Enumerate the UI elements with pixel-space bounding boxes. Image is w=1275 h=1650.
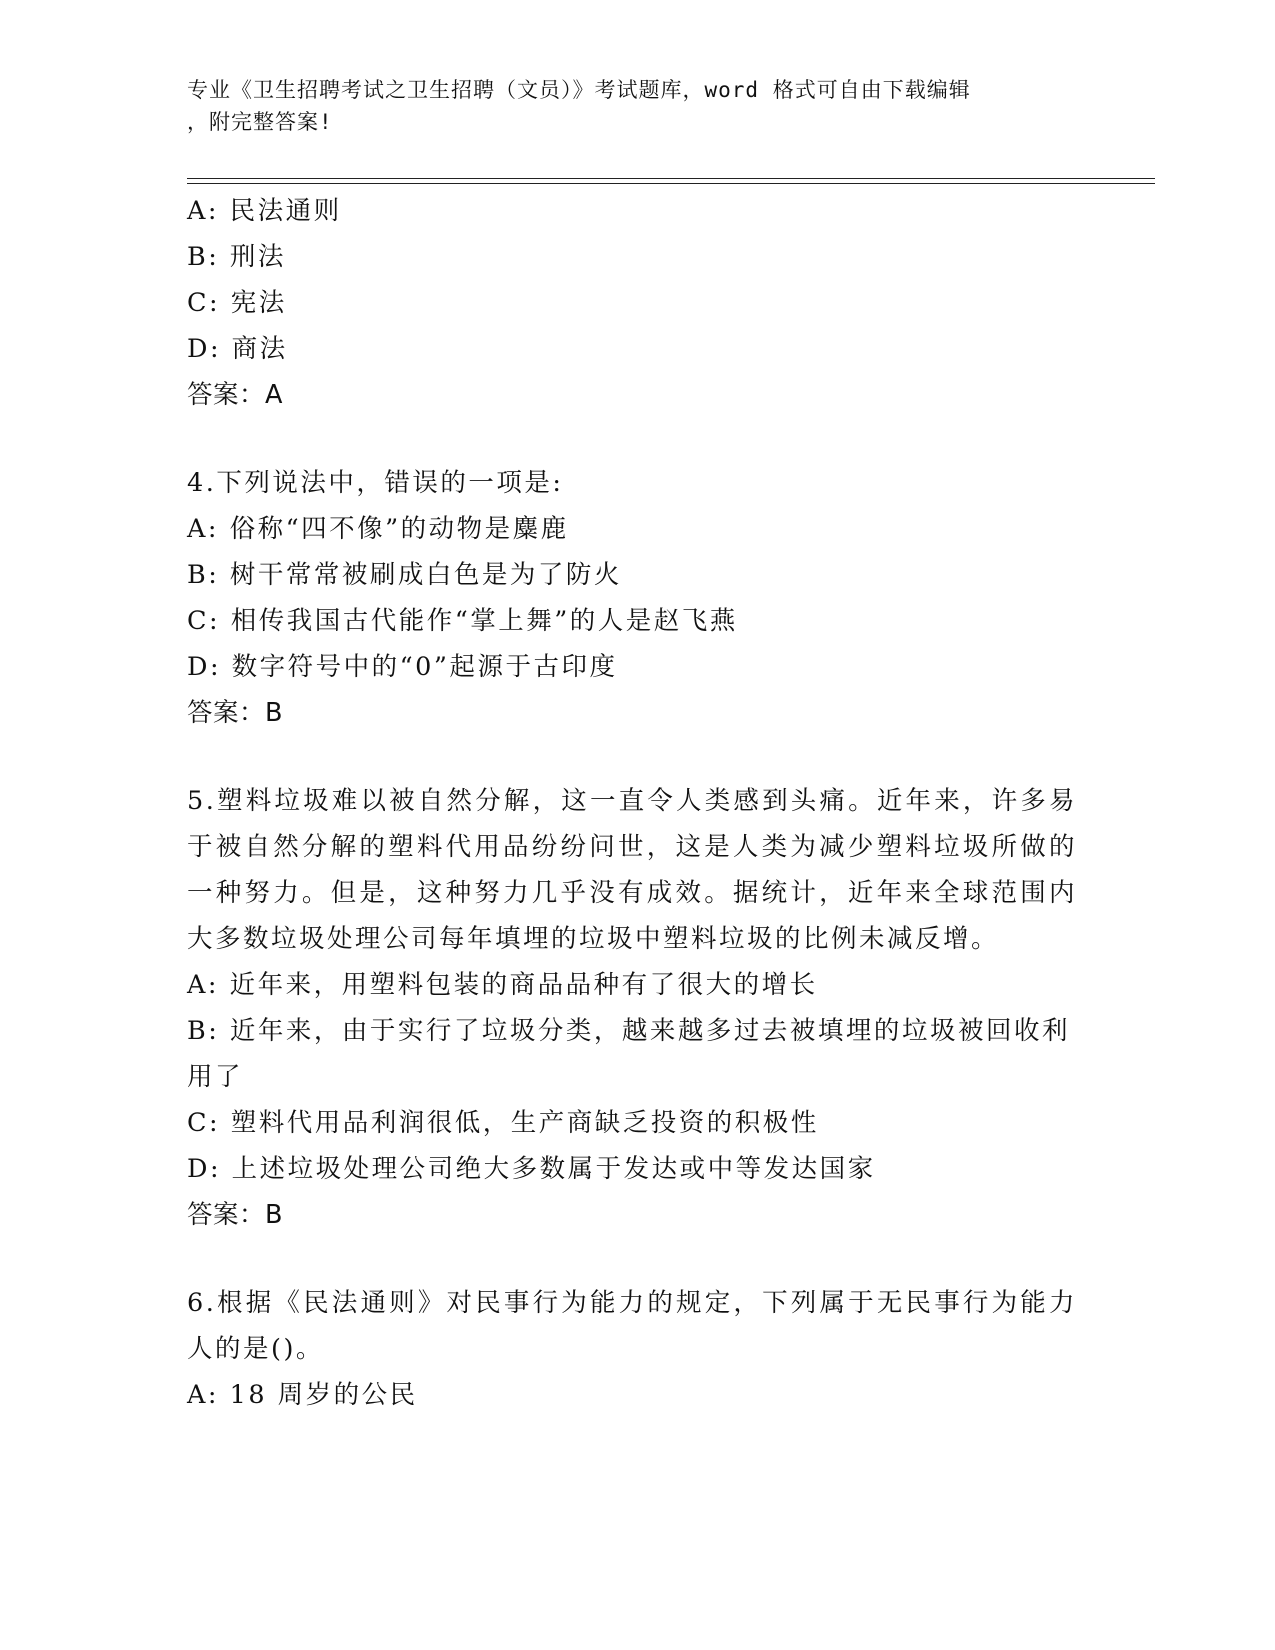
- question-stem: 6.根据《民法通则》对民事行为能力的规定，下列属于无民事行为能力人的是()。: [187, 1288, 1077, 1364]
- answer-line: 答案：A: [187, 380, 283, 410]
- option-a: A: 民法通则: [187, 196, 342, 226]
- answer-line: 答案：B: [187, 698, 283, 728]
- question-spacer: [187, 418, 1077, 460]
- header-title-line-1: 专业《卫生招聘考试之卫生招聘（文员）》考试题库，word 格式可自由下载编辑: [187, 78, 971, 102]
- option-c: C: 宪法: [187, 288, 287, 318]
- question-spacer: [187, 1238, 1077, 1280]
- question-4: [187, 460, 1077, 736]
- option-a: A: 俗称“四不像”的动物是麋鹿: [187, 514, 569, 544]
- option-c: C: 相传我国古代能作“掌上舞”的人是赵飞燕: [187, 606, 738, 636]
- header-title-line-2: ，附完整答案!: [187, 110, 333, 134]
- option-a: A: 18 周岁的公民: [187, 1380, 418, 1410]
- question-6: [187, 1280, 1077, 1418]
- question-stem: 5.塑料垃圾难以被自然分解，这一直令人类感到头痛。近年来，许多易于被自然分解的塑料代用品纷纷问世，这是人类为减少塑料垃圾所做的一种努力。但是，这种努力几乎没有成效。据统计，近年来全球范围内大多数垃圾处理公司每年填埋的垃圾中塑料垃圾的比例未减反增。: [187, 786, 1077, 954]
- option-b: B: 刑法: [187, 242, 286, 272]
- header-divider-bottom: [187, 183, 1155, 184]
- question-stem: 4.下列说法中，错误的一项是:: [187, 468, 564, 498]
- option-c: C: 塑料代用品利润很低，生产商缺乏投资的积极性: [187, 1108, 819, 1138]
- page-header: [187, 74, 1067, 138]
- option-d: D: 商法: [187, 334, 288, 364]
- option-b: B: 近年来，由于实行了垃圾分类，越来越多过去被填埋的垃圾被回收利用了: [187, 1016, 1070, 1092]
- header-divider-top: [187, 178, 1155, 179]
- option-d: D: 数字符号中的“0”起源于古印度: [187, 652, 618, 682]
- question-3: [187, 188, 1077, 418]
- option-d: D: 上述垃圾处理公司绝大多数属于发达或中等发达国家: [187, 1154, 876, 1184]
- answer-line: 答案：B: [187, 1200, 283, 1230]
- option-b: B: 树干常常被刷成白色是为了防火: [187, 560, 622, 590]
- question-5: [187, 778, 1077, 1238]
- question-spacer: [187, 736, 1077, 778]
- question-list: [187, 188, 1077, 1418]
- option-a: A: 近年来，用塑料包装的商品品种有了很大的增长: [187, 970, 818, 1000]
